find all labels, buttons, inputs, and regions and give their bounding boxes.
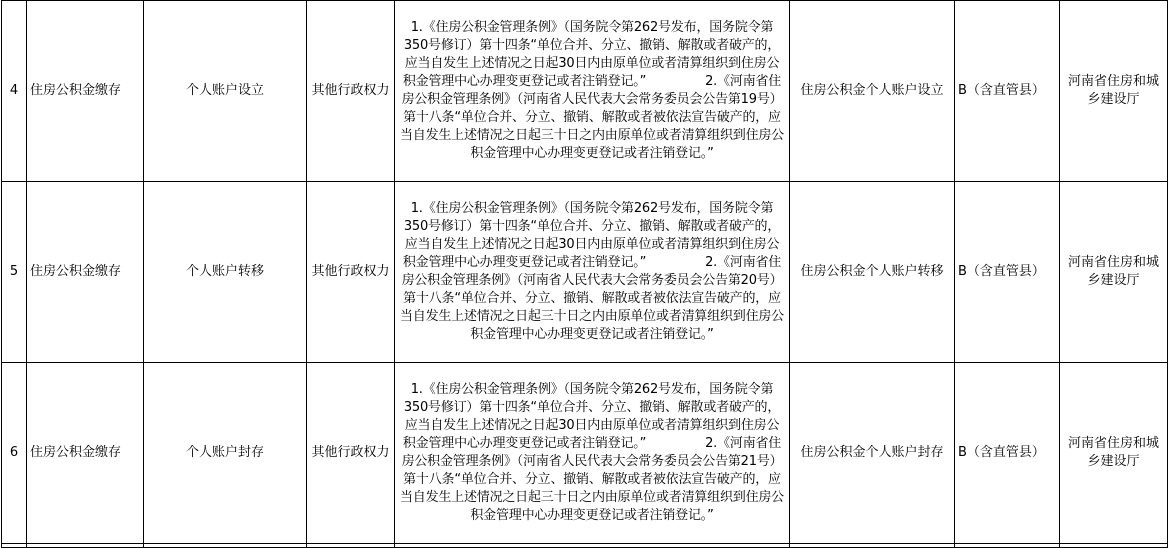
category-cell: 住房公积金缴存 bbox=[27, 363, 144, 544]
department-cell: 河南省住房和城乡建设厅 bbox=[1060, 1, 1168, 182]
department-cell: 河南省住房和城乡建设厅 bbox=[1060, 363, 1168, 544]
level-cell: B（含直管县） bbox=[955, 363, 1060, 544]
legal-basis-cell bbox=[395, 182, 790, 363]
sub-item-cell: 住房公积金个人账户封存 bbox=[790, 363, 955, 544]
department-cell: 河南省住房和城乡建设厅 bbox=[1060, 182, 1168, 363]
table-row bbox=[2, 363, 1168, 544]
legal-basis-text: 1.《住房公积金管理条例》（国务院令第262号发布，国务院令第350号修订）第十四条“单位合并、分立、撤销、解散或者破产的，应当自发生上述情况之日起30日内由原单位或者清算组织到住房公积金管理中心办理变更登记或者注销登记。” 2.《河南省住房公积金管理条例》（河南省人民代表大会常务委员会公告第21号）第十八条“单位合并、分立、撤销、解散或者被依法宣告破产的，应当自发生上述情况之日起三十日之内由原单位或者清算组织到住房公积金管理中心办理变更登记或者注销登记。” bbox=[399, 382, 784, 523]
table-row bbox=[2, 182, 1168, 363]
legal-basis-text: 1.《住房公积金管理条例》（国务院令第262号发布，国务院令第350号修订）第十四条“单位合并、分立、撤销、解散或者破产的，应当自发生上述情况之日起30日内由原单位或者清算组织到住房公积金管理中心办理变更登记或者注销登记。” 2.《河南省住房公积金管理条例》（河南省人民代表大会常务委员会公告第20号）第十八条“单位合并、分立、撤销、解散或者被依法宣告破产的，应当自发生上述情况之日起三十日之内由原单位或者清算组织到住房公积金管理中心办理变更登记或者注销登记。” bbox=[399, 201, 784, 342]
legal-basis-cell bbox=[395, 1, 790, 182]
category-cell: 住房公积金缴存 bbox=[27, 1, 144, 182]
item-name-cell: 个人账户封存 bbox=[144, 363, 307, 544]
sub-item-cell: 住房公积金个人账户转移 bbox=[790, 182, 955, 363]
level-cell: B（含直管县） bbox=[955, 182, 1060, 363]
row-number: 4 bbox=[2, 1, 27, 182]
power-type-cell: 其他行政权力 bbox=[307, 363, 395, 544]
table-row bbox=[2, 1, 1168, 182]
category-cell: 住房公积金缴存 bbox=[27, 182, 144, 363]
power-type-cell: 其他行政权力 bbox=[307, 182, 395, 363]
item-name-cell: 个人账户设立 bbox=[144, 1, 307, 182]
row-number: 5 bbox=[2, 182, 27, 363]
row-number: 6 bbox=[2, 363, 27, 544]
sub-item-cell: 住房公积金个人账户设立 bbox=[790, 1, 955, 182]
power-type-cell: 其他行政权力 bbox=[307, 1, 395, 182]
legal-basis-text: 1.《住房公积金管理条例》（国务院令第262号发布，国务院令第350号修订）第十四条“单位合并、分立、撤销、解散或者破产的，应当自发生上述情况之日起30日内由原单位或者清算组织到住房公积金管理中心办理变更登记或者注销登记。” 2.《河南省住房公积金管理条例》（河南省人民代表大会常务委员会公告第19号）第十八条“单位合并、分立、撤销、解散或者被依法宣告破产的，应当自发生上述情况之日起三十日之内由原单位或者清算组织到住房公积金管理中心办理变更登记或者注销登记。” bbox=[399, 20, 784, 161]
level-cell: B（含直管县） bbox=[955, 1, 1060, 182]
power-list-table bbox=[1, 0, 1168, 548]
table-row-partial bbox=[2, 544, 1168, 548]
item-name-cell: 个人账户转移 bbox=[144, 182, 307, 363]
legal-basis-cell bbox=[395, 363, 790, 544]
